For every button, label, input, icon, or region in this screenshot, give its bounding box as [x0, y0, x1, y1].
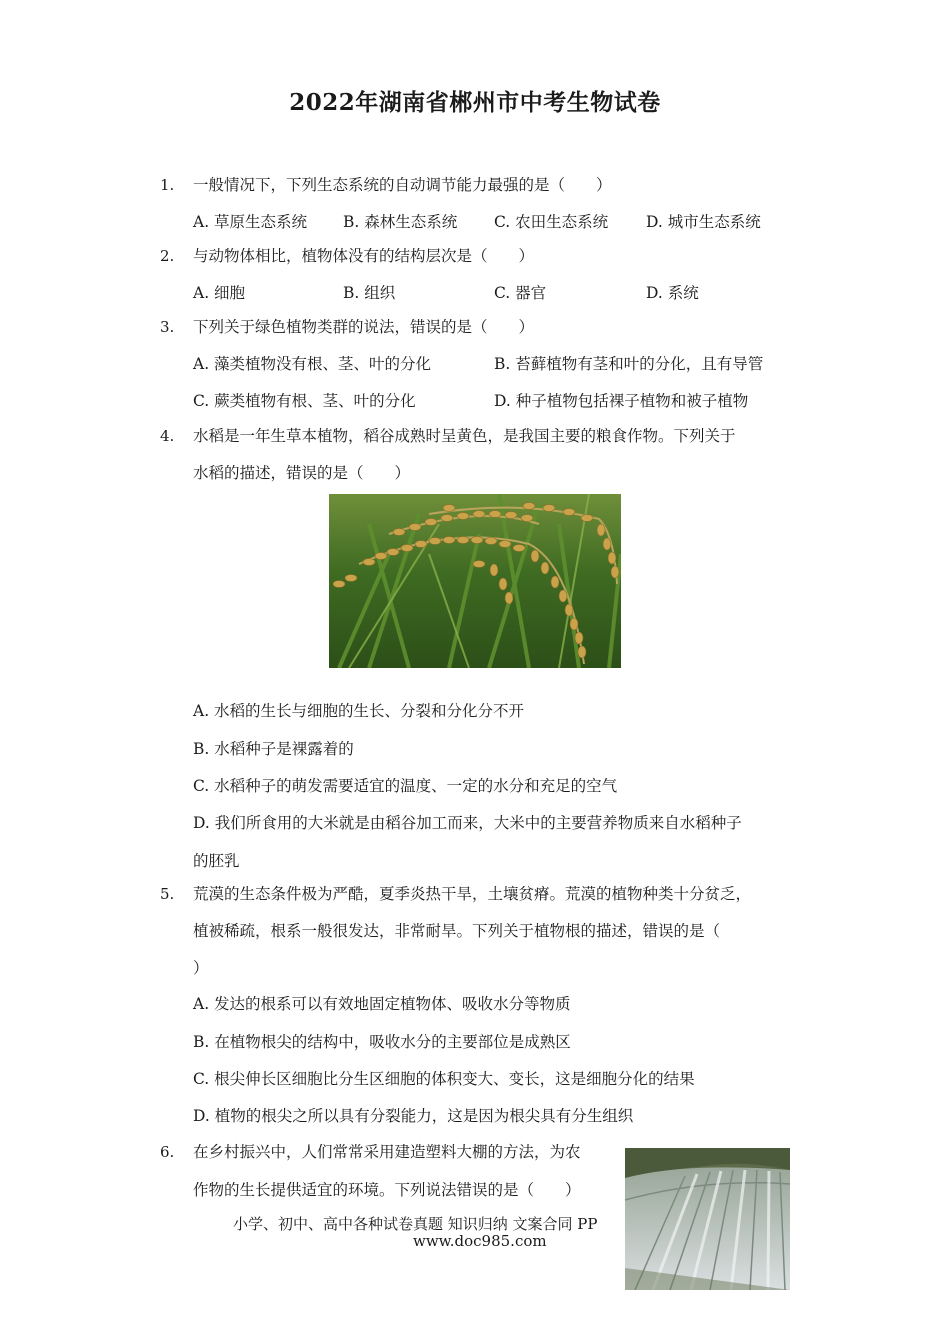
question-number: 3.	[160, 318, 175, 336]
question-number: 2.	[160, 247, 175, 265]
question-stem: 与动物体相比，植物体没有的结构层次是（ ）	[193, 247, 535, 265]
option-b: B. 在植物根尖的结构中，吸收水分的主要部位是成熟区	[193, 1033, 571, 1051]
option-b: B. 水稻种子是裸露着的	[193, 740, 354, 758]
question-stem-line3: ）	[193, 959, 209, 977]
question-number: 5.	[160, 885, 175, 903]
option-d-continuation: 的胚乳	[193, 852, 240, 870]
option-d: D. 城市生态系统	[646, 213, 761, 231]
question-stem: 下列关于绿色植物类群的说法，错误的是（ ）	[193, 318, 535, 336]
option-b: B. 组织	[343, 284, 396, 302]
question-stem-line1: 在乡村振兴中，人们常常采用建造塑料大棚的方法，为农	[193, 1143, 581, 1161]
question-stem-line2: 植被稀疏，根系一般很发达，非常耐旱。下列关于植物根的描述，错误的是（	[193, 922, 721, 940]
option-a: A. 水稻的生长与细胞的生长、分裂和分化分不开	[193, 702, 525, 720]
option-c: C. 蕨类植物有根、茎、叶的分化	[193, 392, 416, 410]
question-number: 6.	[160, 1143, 175, 1161]
question-stem-line2: 水稻的描述，错误的是（ ）	[193, 464, 411, 482]
option-a: A. 细胞	[193, 284, 246, 302]
option-b: B. 苔藓植物有茎和叶的分化，且有导管	[494, 355, 764, 373]
question-stem-line1: 水稻是一年生草本植物，稻谷成熟时呈黄色，是我国主要的粮食作物。下列关于	[193, 427, 736, 445]
question-stem: 一般情况下，下列生态系统的自动调节能力最强的是（ ）	[193, 176, 612, 194]
option-d: D. 植物的根尖之所以具有分裂能力，这是因为根尖具有分生组织	[193, 1107, 634, 1125]
option-a: A. 发达的根系可以有效地固定植物体、吸收水分等物质	[193, 995, 571, 1013]
option-d: D. 我们所食用的大米就是由稻谷加工而来，大米中的主要营养物质来自水稻种子	[193, 814, 742, 832]
option-c: C. 根尖伸长区细胞比分生区细胞的体积变大、变长，这是细胞分化的结果	[193, 1070, 695, 1088]
question-stem-line1: 荒漠的生态条件极为严酷，夏季炎热干旱，土壤贫瘠。荒漠的植物种类十分贫乏，	[193, 885, 752, 903]
option-c: C. 器官	[494, 284, 547, 302]
greenhouse-photo	[625, 1148, 790, 1290]
option-d: D. 系统	[646, 284, 699, 302]
question-stem-line2: 作物的生长提供适宜的环境。下列说法错误的是（ ）	[193, 1181, 581, 1199]
option-c: C. 水稻种子的萌发需要适宜的温度、一定的水分和充足的空气	[193, 777, 618, 795]
option-b: B. 森林生态系统	[343, 213, 458, 231]
question-number: 1.	[160, 176, 175, 194]
option-c: C. 农田生态系统	[494, 213, 609, 231]
question-number: 4.	[160, 427, 175, 445]
rice-photo	[329, 494, 621, 668]
footer-line1: 小学、初中、高中各种试卷真题 知识归纳 文案合同 PP	[233, 1215, 598, 1233]
option-a: A. 草原生态系统	[193, 213, 308, 231]
option-a: A. 藻类植物没有根、茎、叶的分化	[193, 355, 432, 373]
option-d: D. 种子植物包括裸子植物和被子植物	[494, 392, 749, 410]
page-title: 2022年湖南省郴州市中考生物试卷	[289, 89, 661, 116]
footer-line2: www.doc985.com	[413, 1232, 547, 1250]
